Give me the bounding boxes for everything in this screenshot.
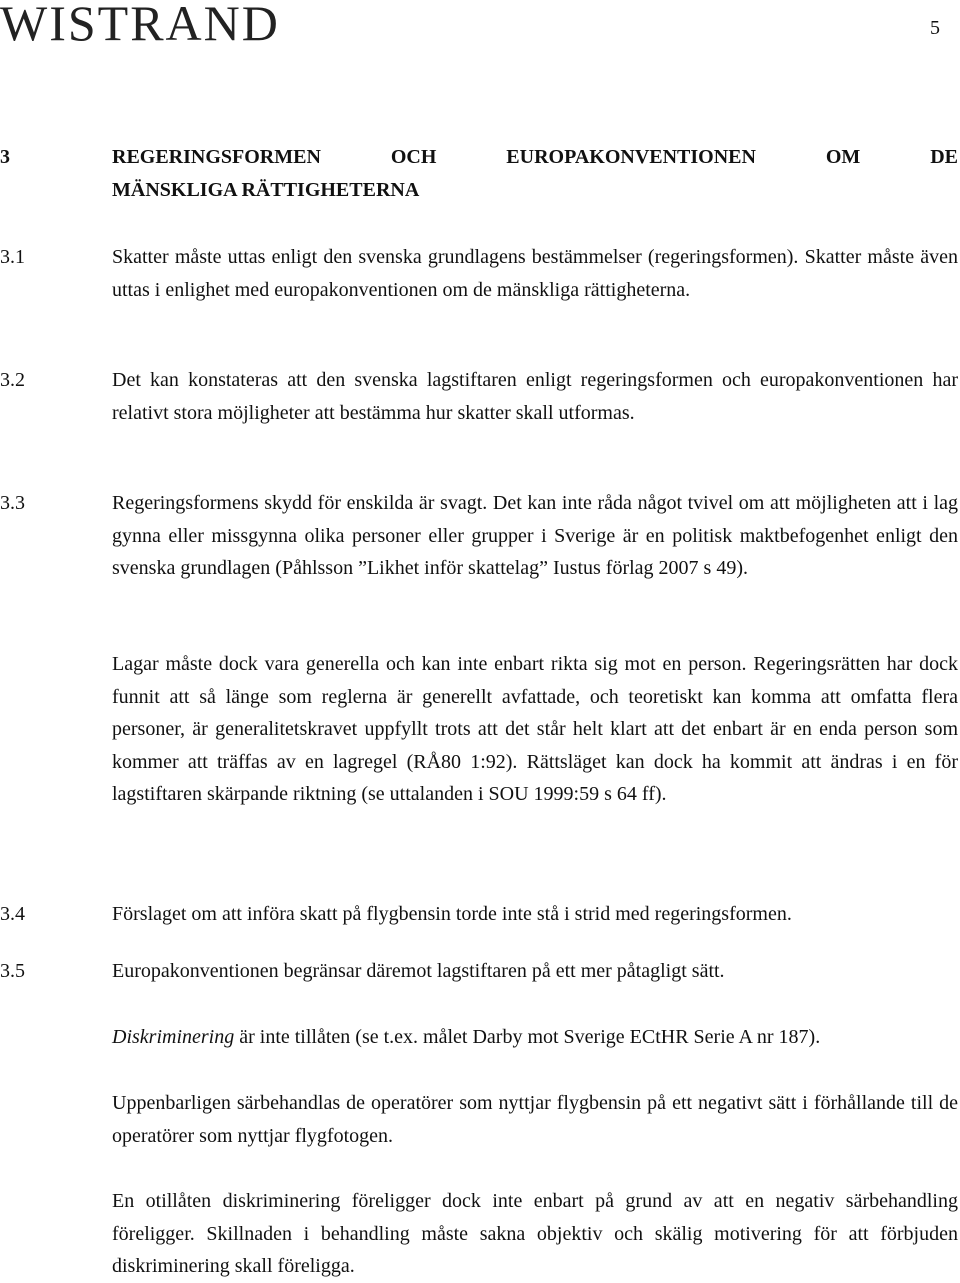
paragraph-diskriminering — [0, 1021, 958, 1054]
page-number: 5 — [930, 17, 940, 39]
paragraph-text: Uppenbarligen särbehandlas de operatörer som nyttjar flygbensin på ett negativt sätt i förhållande till de operatörer som nyttjar flygfotogen. — [112, 1092, 958, 1147]
paragraph-number: 3.1 — [0, 246, 25, 268]
paragraph-text: Det kan konstateras att den svenska lagstiftaren enligt regeringsformen och europakonventionen har relativt stora möjligheter att bestämma hur skatter skall utformas. — [112, 369, 958, 424]
heading-line-1: REGERINGSFORMEN OCH EUROPAKONVENTIONEN OM DE — [112, 146, 958, 168]
section-3-heading — [0, 141, 958, 206]
paragraph-3-2 — [0, 364, 958, 429]
paragraph-text: En otillåten diskriminering föreligger dock inte enbart på grund av att en negativ särbehandling föreligger. Skillnaden i behandling måste sakna objektiv och skälig motivering för att förbjuden diskriminering skall föreligga. — [112, 1190, 958, 1277]
paragraph-3-4 — [0, 898, 958, 931]
paragraph-sarbehandling — [0, 1087, 958, 1152]
paragraph-number: 3.2 — [0, 369, 25, 391]
section-number: 3 — [0, 146, 10, 168]
paragraph-number: 3.4 — [0, 903, 25, 925]
paragraph-text: Skatter måste uttas enligt den svenska grundlagens bestämmelser (regeringsformen). Skatter måste även uttas i enlighet med europakonventionen om de mänskliga rättigheterna. — [112, 246, 958, 301]
paragraph-3-3-continued — [0, 648, 958, 811]
wistrand-logo: WISTRAND — [0, 0, 280, 51]
paragraph-text: Förslaget om att införa skatt på flygbensin torde inte stå i strid med regeringsformen. — [112, 903, 792, 925]
paragraph-text: Regeringsformens skydd för enskilda är svagt. Det kan inte råda något tvivel om att möjligheten att i lag gynna eller missgynna olika personer eller grupper i Sverige är en politisk maktbefogenhet enligt den svenska grundlagen (Påhlsson ”Likhet inför skattelag” Iustus förlag 2007 s 49). — [112, 492, 958, 579]
italic-term: Diskriminering — [112, 1026, 235, 1048]
paragraph-text — [112, 1021, 958, 1054]
paragraph-number: 3.3 — [0, 492, 25, 514]
paragraph-number: 3.5 — [0, 960, 25, 982]
paragraph-text: Europakonventionen begränsar däremot lagstiftaren på ett mer påtagligt sätt. — [112, 960, 725, 982]
heading-line-2: MÄNSKLIGA RÄTTIGHETERNA — [112, 178, 420, 201]
paragraph-otillaten-diskriminering — [0, 1185, 958, 1283]
paragraph-3-1 — [0, 241, 958, 306]
paragraph-text: Lagar måste dock vara generella och kan inte enbart rikta sig mot en person. Regeringsrätten har dock funnit att så länge som reglerna är generellt avfattade, och teoretiskt kan komma att omfatta flera personer, är generalitetskravet uppfyllt trots att det står helt klart att det enbart är en enda person som kommer att träffas av en lagregel (RÅ80 1:92). Rättsläget kan dock ha kommit att ändras i en för lagstiftaren skärpande riktning (se uttalanden i SOU 1999:59 s 64 ff). — [112, 653, 958, 805]
paragraph-3-3 — [0, 487, 958, 585]
paragraph-rest: är inte tillåten (se t.ex. målet Darby mot Sverige ECtHR Serie A nr 187). — [234, 1026, 821, 1048]
paragraph-3-5 — [0, 955, 958, 988]
